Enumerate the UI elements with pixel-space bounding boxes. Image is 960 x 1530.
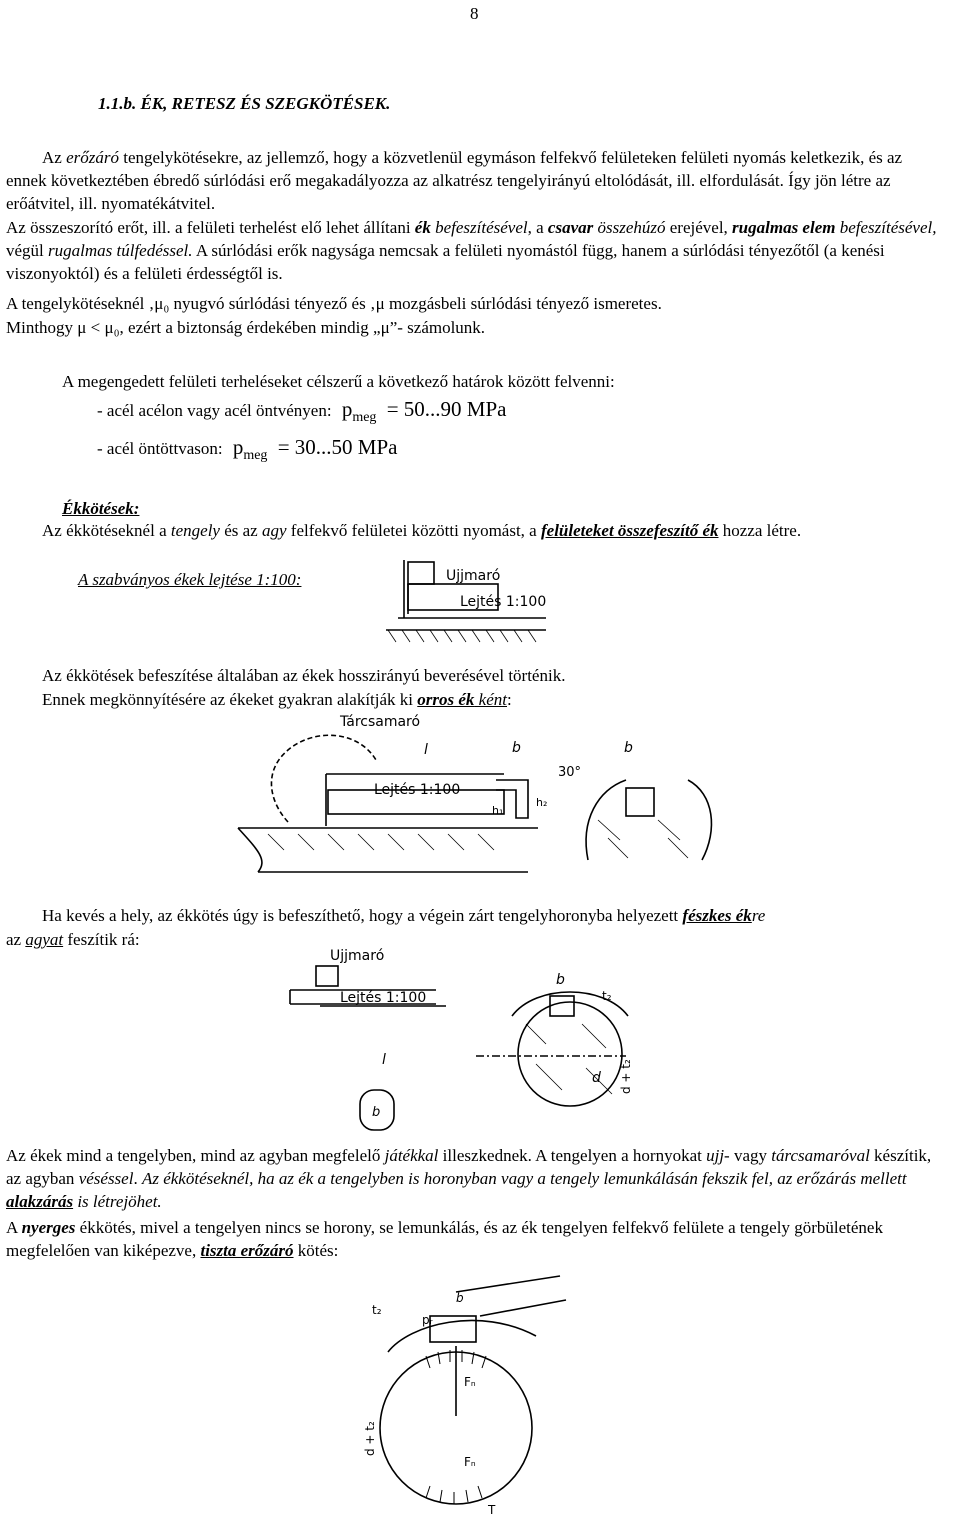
paragraph-jatek — [6, 1144, 946, 1213]
figure-saddle-key — [360, 1276, 570, 1520]
label-b: b — [456, 1291, 464, 1305]
formula-label: - acél öntöttvason: — [97, 439, 223, 458]
term: játékkal — [384, 1146, 439, 1165]
term-nyerges: nyerges — [21, 1218, 76, 1237]
term-agy: agy — [261, 521, 287, 540]
text: az — [6, 930, 26, 949]
text: A — [6, 1218, 22, 1237]
text: Ennek megkönnyítésére az ékeket gyakran alakítják ki — [42, 690, 418, 709]
text: : — [507, 690, 512, 709]
text: - vagy — [724, 1146, 772, 1165]
formula-value: = 50...90 MPa — [386, 397, 507, 421]
text: illeszkednek. A tengelyen a hornyokat — [438, 1146, 707, 1165]
text: tengelykötésekre, az jellemző, hogy a közvetlenül egymáson felfekvő felületeken felületi nyomás keletkezik, és az ennek következtében ébredő súrlódási erő megakadályozza az alkatrész tengelyirányú eltolódását, ill. elfordulását. Így jön létre az erőátvitel, ill. nyomatékátvitel. — [6, 148, 903, 213]
term: összehúzó — [593, 218, 666, 237]
term-csavar: csavar — [547, 218, 594, 237]
formula-subscript: meg — [243, 448, 268, 463]
text: kötés: — [293, 1241, 339, 1260]
figure-standard-key — [378, 552, 550, 652]
term-feszkes-ek: fészkes ék — [682, 906, 752, 925]
text: Az összeszorító erőt, ill. a felületi terhelést elő lehet állítani — [6, 218, 415, 237]
label-pr: pᵣ — [422, 1313, 433, 1327]
term: rugalmas túlfedéssel. — [48, 241, 193, 260]
text: hozza létre. — [718, 521, 802, 540]
paragraph-beveres: Az ékkötések befeszítése általában az ékek hosszirányú beverésével történik. — [42, 666, 566, 685]
label-b: b — [556, 972, 565, 988]
paragraph-intro — [6, 146, 946, 215]
label-d: d — [592, 1070, 601, 1086]
term-rugalmas-elem: rugalmas elem — [732, 218, 836, 237]
term-alakzaras: alakzárás — [6, 1192, 74, 1211]
section-heading: 1.1.b. ÉK, RETESZ ÉS SZEGKÖTÉSEK. — [98, 94, 391, 113]
ekkotesek-heading: Ékkötések: — [62, 499, 140, 518]
text: Ha kevés a hely, az ékkötés úgy is befeszíthető, hogy a végein zárt tengelyhoronyba helyezett — [42, 906, 683, 925]
term: befeszítésével, — [835, 218, 937, 237]
label-ujjmaro: Ujjmaró — [446, 568, 501, 584]
paragraph-force — [6, 216, 946, 285]
figure-sunk-key — [286, 944, 646, 1140]
paragraph-feszkes — [42, 904, 942, 927]
paragraph-ekkotesek — [6, 519, 946, 542]
label-angle: 30° — [558, 765, 582, 780]
term-orros-ek: orros ék — [417, 690, 475, 709]
page-number: 8 — [470, 4, 479, 23]
formula-symbol: p — [232, 435, 244, 459]
text: feszítik rá: — [63, 930, 140, 949]
paragraph-nyerges — [6, 1216, 946, 1262]
text: A súrlódási erők nagysága nemcsak a felületi nyomástól függ, hanem a súrlódási tényezőtől (a kenési viszonyoktól) és a felületi érdességtől is. — [6, 241, 885, 283]
text: , a — [527, 218, 548, 237]
formula-value: = 30...50 MPa — [277, 435, 398, 459]
lejtes-caption: A szabványos ékek lejtése 1:100: — [78, 570, 302, 589]
paragraph-friction: A tengelykötéseknél ‚μ₀ nyugvó súrlódási tényező és ‚μ mozgásbeli súrlódási tényező ismeretes. — [6, 294, 662, 313]
text: Az ékkötéseknél, ha az ék a tengelyben is horonyban vagy a tengely lemunkálásán fekszik fel, az erőzárás mellett — [141, 1169, 907, 1188]
text: és az — [219, 521, 262, 540]
term-agyat: agyat — [25, 930, 64, 949]
term-erozaro: erőzáró — [66, 148, 119, 167]
term-tiszta-erozaro: tiszta erőzáró — [200, 1241, 294, 1260]
label-fn-top: Fₙ — [464, 1375, 476, 1389]
figure-gib-head-key — [228, 710, 698, 888]
formula-label: - acél acélon vagy acél öntvényen: — [97, 401, 332, 420]
term: ujj — [706, 1146, 725, 1165]
label-lejtes: Lejtés 1:100 — [460, 594, 547, 610]
label-h2: h₂ — [536, 796, 548, 809]
label-lejtes: Lejtés 1:100 — [374, 782, 461, 798]
term: tárcsamaróval — [771, 1146, 870, 1165]
text: is létrejöhet. — [73, 1192, 162, 1211]
term: befeszítésével — [430, 218, 528, 237]
label-b: b — [512, 740, 521, 756]
label-ujjmaro: Ujjmaró — [330, 948, 385, 964]
text: ként — [474, 690, 507, 709]
paragraph-orros — [42, 688, 942, 711]
text: Az ékek mind a tengelyben, mind az agyban megfelelő — [6, 1146, 385, 1165]
formula-cast-iron — [97, 436, 397, 462]
term-tengely: tengely — [170, 521, 220, 540]
text: Az ékkötéseknél a — [42, 521, 171, 540]
text: Az — [42, 148, 67, 167]
label-b-hub: b — [624, 740, 633, 756]
text: re — [751, 906, 766, 925]
label-lejtes: Lejtés 1:100 — [340, 990, 427, 1006]
label-l: l — [382, 1052, 386, 1068]
label-dt2: d + t₂ — [363, 1421, 377, 1456]
paragraph-minthogy: Minthogy μ < μ₀, ezért a biztonság érdekében mindig „μ”- számolunk. — [6, 318, 486, 337]
label-tarcsamaro: Tárcsamaró — [340, 714, 421, 730]
text: erejével, — [665, 218, 733, 237]
formula-steel — [97, 398, 506, 424]
text: . — [133, 1169, 142, 1188]
paragraph-allowed: A megengedett felületi terheléseket célszerű a következő határok között felvenni: — [62, 372, 615, 391]
label-t2: t₂ — [372, 1303, 382, 1317]
text: felfekvő felületei közötti nyomást, a — [286, 521, 541, 540]
formula-subscript: meg — [352, 410, 377, 425]
formula-symbol: p — [341, 397, 353, 421]
label-fn-bottom: Fₙ — [464, 1455, 476, 1469]
term-ek: ék — [414, 218, 431, 237]
label-h1: h₁ — [492, 804, 504, 817]
label-dt2: d + t₂ — [619, 1059, 633, 1094]
label-t: T — [488, 1503, 496, 1517]
text: készítik, az agyban — [6, 1146, 932, 1188]
label-t2: t₂ — [602, 989, 612, 1003]
label-b-top: b — [372, 1105, 381, 1120]
label-l: l — [424, 742, 428, 758]
text: ékkötés, mivel a tengelyen nincs se horony, se lemunkálás, és az ék tengelyen felfekvő felülete a tengely görbületének megfelelően van kiképezve, — [6, 1218, 883, 1260]
term-feluletek: felületeket összefeszítő ék — [540, 521, 719, 540]
term: véséssel — [78, 1169, 134, 1188]
text: végül — [6, 241, 49, 260]
